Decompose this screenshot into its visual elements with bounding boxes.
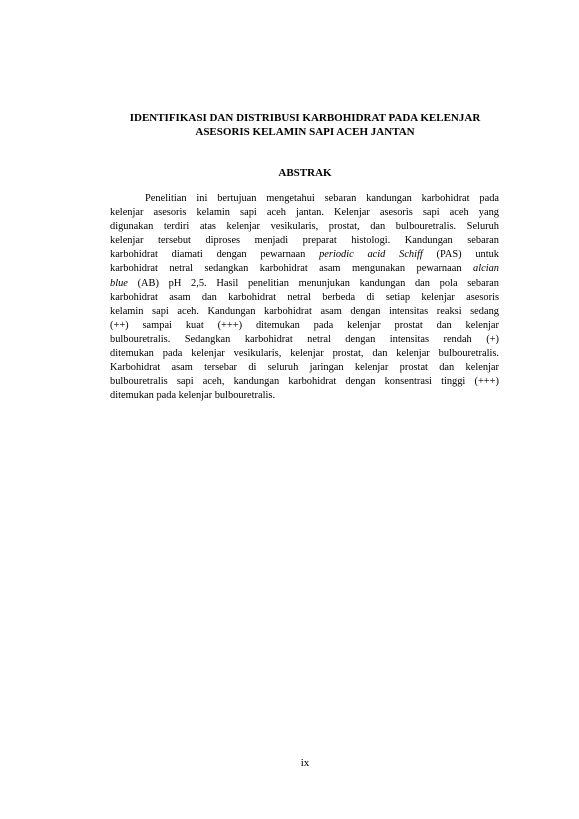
abstract-line: bulbouretralis. Sedangkan karbohidrat netral dengan intensitas rendah (+) [110, 333, 499, 345]
italic-term: blue [110, 277, 128, 289]
abstract-line: kelamin sapi aceh. Kandungan karbohidrat asam dengan intensitas reaksi sedang [110, 305, 499, 317]
document-title [100, 111, 510, 139]
abstract-line: Karbohidrat asam tersebar di seluruh jaringan kelenjar prostat dan kelenjar [110, 362, 499, 374]
abstract-paragraph [110, 192, 499, 403]
abstract-line: Penelitian ini bertujuan mengetahui sebaran kandungan karbohidrat pada [145, 193, 499, 204]
abstract-line: kelenjar asesoris kelamin sapi aceh jantan. Kelenjar asesoris sapi aceh yang [110, 207, 499, 219]
abstract-line: ditemukan pada kelenjar bulbouretralis. [110, 390, 276, 402]
abstract-line: kelenjar tersebut diproses menjadi preparat histologi. Kandungan sebaran [110, 235, 499, 247]
abstract-line: karbohidrat diamati dengan pewarnaan periodic acid Schiff (PAS) untuk [110, 249, 500, 261]
italic-term: alcian [473, 263, 499, 275]
title-line-1: IDENTIFIKASI DAN DISTRIBUSI KARBOHIDRAT PADA KELENJAR [129, 112, 481, 124]
abstract-line: blue (AB) pH 2,5. Hasil penelitian menunjukan kandungan dan pola sebaran [110, 277, 499, 289]
abstract-line: karbohidrat asam dan karbohidrat netral berbeda di setiap kelenjar asesoris [110, 291, 499, 303]
abstract-line: (++) sampai kuat (+++) ditemukan pada kelenjar prostat dan kelenjar [110, 319, 499, 331]
abstract-heading: ABSTRAK [278, 167, 332, 179]
italic-term: periodic acid Schiff [319, 249, 423, 261]
title-line-2: ASESORIS KELAMIN SAPI ACEH JANTAN [195, 126, 415, 138]
abstract-line: karbohidrat netral sedangkan karbohidrat asam mengunakan pewarnaan alcian [110, 263, 499, 275]
abstract-line: bulbouretralis sapi aceh, kandungan karbohidrat dengan konsentrasi tinggi (+++) [110, 376, 499, 388]
abstract-line: digunakan terdiri atas kelenjar vesikularis, prostat, dan bulbouretralis. Seluruh [110, 221, 499, 233]
abstract-line: ditemukan pada kelenjar vesikularis, kelenjar prostat, dan kelenjar bulbouretralis. [110, 348, 499, 360]
page-number: ix [300, 757, 310, 769]
